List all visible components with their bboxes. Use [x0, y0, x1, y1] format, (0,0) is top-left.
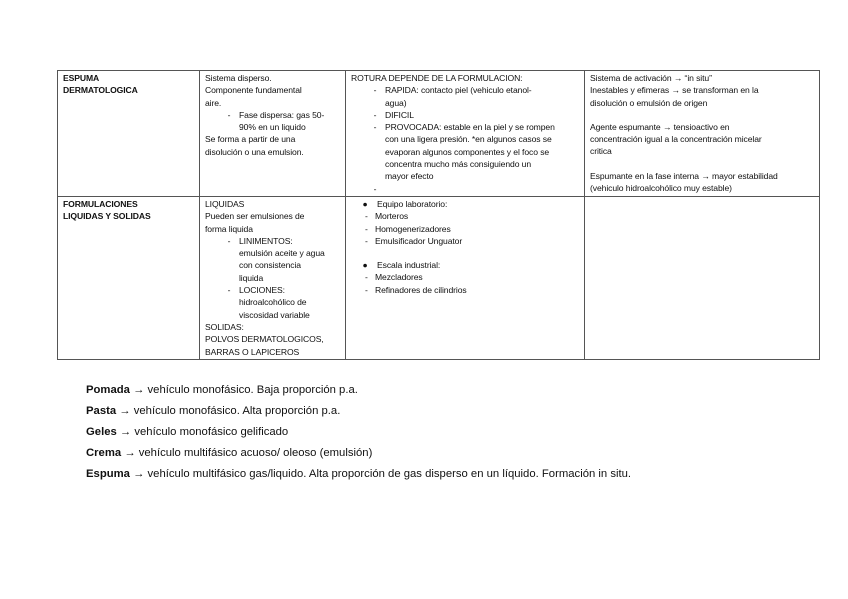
list-item: - LOCIONES: hidroalcohólico de viscosidad variable — [227, 285, 310, 320]
list-item: - RAPIDA: contacto piel (vehiculo etanol- agua) — [373, 85, 532, 108]
list-item: - Homogenerizadores — [365, 223, 451, 234]
list-item: - Morteros — [365, 211, 409, 222]
list-item: - — [373, 183, 377, 194]
list-item: - Fase dispersa: gas 50- 90% en un liquido — [227, 109, 325, 133]
definitions-list — [86, 380, 631, 485]
list-item: ● Escala industrial: — [362, 260, 441, 271]
list-item: - DIFICIL — [373, 109, 414, 120]
table-row — [58, 196, 820, 359]
definition-pomada: Pomada → vehículo monofásico. Baja proporción p.a. — [86, 384, 358, 396]
cell-empty — [585, 196, 820, 359]
definition-pasta: Pasta → vehículo monofásico. Alta proporción p.a. — [86, 405, 341, 417]
list-item: - Refinadores de cilindrios — [365, 284, 467, 295]
definition-geles: Geles → vehículo monofásico gelificado — [86, 426, 289, 438]
list-item: - Mezcladores — [365, 272, 423, 283]
row-heading: FORMULACIONES LIQUIDAS Y SOLIDAS — [58, 196, 200, 359]
table-row — [58, 71, 820, 197]
cell-activacion: Sistema de activación → “in situ” Inestables y efimeras → se transforman en la disolución o emulsión de origen Agente espumante → tensioactivo en concentración igual a la concentración micelar critica Espumante en la fase interna → mayor estabilidad (vehiculo hidroalcohólico muy estable) — [585, 71, 820, 197]
list-item: - Emulsificador Unguator — [365, 235, 463, 246]
list-item: - LINIMENTOS: emulsión aceite y agua con consistencia liquida — [227, 235, 325, 283]
cell-rotura: ROTURA DEPENDE DE LA FORMULACION: - RAPIDA: contacto piel (vehiculo etanol- agua) - DIFICIL - PROVOCADA: estable en la piel y se rompen con una ligera presión. *en algunos casos se evaporan algunos componentes y el foco se concentra mucho más consiguiendo un mayor efecto - — [346, 71, 585, 197]
summary-table — [57, 70, 820, 360]
cell-formulaciones: LIQUIDAS Pueden ser emulsiones de forma liquida - LINIMENTOS: emulsión aceite y agua con consistencia liquida - LOCIONES: hidroalcohólico de viscosidad variable SOLIDAS: POLVOS DERMATOLOGICOS, BARRAS O LAPICEROS — [200, 196, 346, 359]
list-item: ● Equipo laboratorio: — [362, 198, 448, 209]
definition-espuma: Espuma → vehículo multifásico gas/liquido. Alta proporción de gas disperso en un líquido. Formación in situ. — [86, 468, 632, 480]
cell-description: Sistema disperso. Componente fundamental aire. - Fase dispersa: gas 50- 90% en un liquido Se forma a partir de una disolución o una emulsion. — [200, 71, 346, 197]
list-item: - PROVOCADA: estable en la piel y se rompen con una ligera presión. *en algunos casos se evaporan algunos componentes y el foco se concentra mucho más consiguiendo un mayor efecto — [373, 122, 555, 182]
definition-crema: Crema → vehículo multifásico acuoso/ oleoso (emulsión) — [86, 447, 373, 459]
cell-equipos — [346, 196, 585, 359]
row-heading: ESPUMA DERMATOLOGICA — [58, 71, 200, 197]
